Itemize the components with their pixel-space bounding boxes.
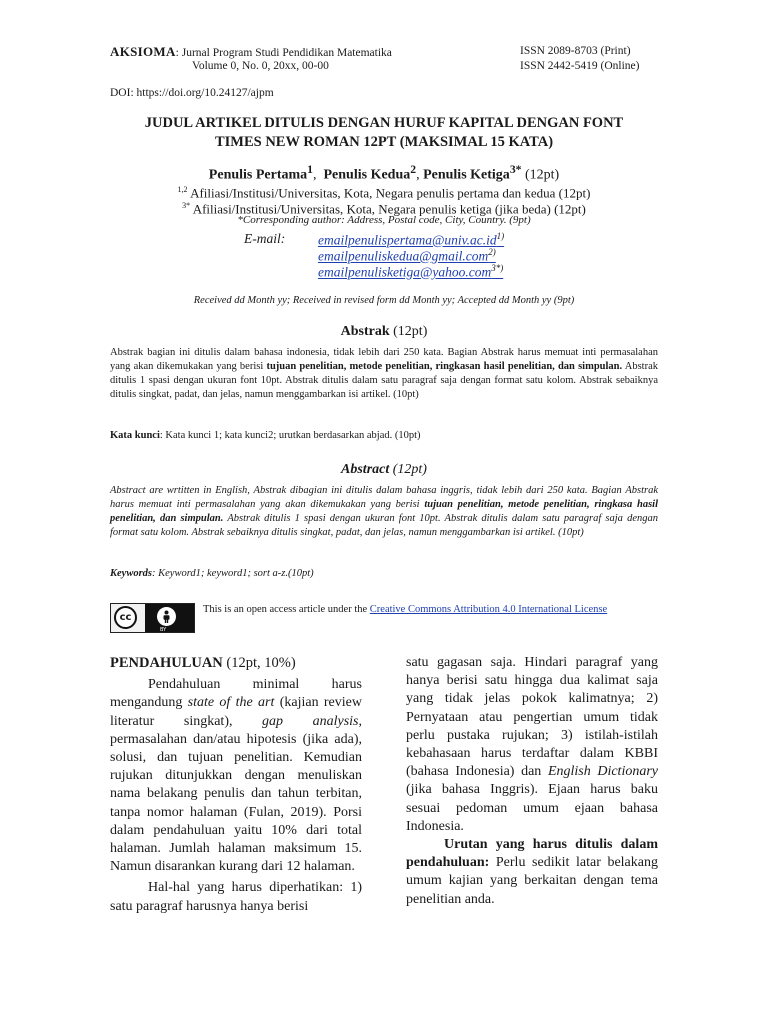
abstract-text-bold: tujuan penelitian, metode penelitian, ringkasa hasil penelitian, dan simpulan. — [110, 499, 658, 524]
by-label: BY — [160, 627, 167, 633]
cc-by-panel — [145, 604, 194, 632]
kata-kunci-text: : Kata kunci 1; kata kunci2; urutkan berdasarkan abjad. (10pt) — [159, 430, 421, 441]
email-1-sup: 1) — [496, 231, 505, 241]
left-column — [110, 654, 362, 916]
p3-italic: English Dictionary — [547, 764, 658, 780]
p4-text: Perlu sedikit latar belakang umum kajian yang berkaitan dengan tema penelitian anda. — [406, 855, 658, 907]
keywords — [110, 568, 658, 579]
license-text: This is an open access article under the — [203, 604, 370, 615]
intro-heading-note: (12pt, 10%) — [226, 655, 296, 671]
intro-heading-text: PENDAHULUAN — [110, 655, 223, 671]
p1-italic-1: state of the art — [187, 695, 275, 711]
keywords-label: Keywords — [110, 568, 152, 579]
abstrak-text-b: Abstrak ditulis 1 spasi dengan ukuran font 10pt. Abstrak ditulis dalam satu paragraf saja dengan format satu kolom. Abstrak sebaiknya ditulis singkat, padat, dan jelas, namun menggambarkan isi artikel. (10pt) — [110, 361, 658, 400]
affiliation-2-text: Afiliasi/Institusi/Universitas, Kota, Negara penulis ketiga (jika beda) (12pt) — [192, 201, 586, 217]
abstrak-text-bold: tujuan penelitian, metode penelitian, ringkasan hasil penelitian, dan simpulan. — [266, 361, 623, 372]
p1-italic-2: gap analysis — [262, 713, 359, 729]
abstract-text-b: Abstrak ditulis 1 spasi dengan ukuran font 10pt. Abstrak ditulis dalam satu paragraf saja dengan format satu kolom. Abstrak sebaiknya ditulis singkat, padat, dan jelas, namun menggambarkan isi artikel. (10pt) — [110, 513, 659, 538]
corresponding-author: *Corresponding author: Address, Postal code, City, Country. (9pt) — [237, 214, 531, 226]
intro-paragraph-4 — [406, 836, 658, 909]
email-2[interactable] — [318, 247, 496, 265]
email-3-link[interactable]: emailpenulisketiga@yahoo.com — [318, 264, 492, 280]
abstract-heading-text: Abstract — [341, 462, 390, 477]
abstrak-body — [110, 346, 658, 402]
p1-text-c: , permasalahan dan/atau hipotesis (jika ada), solusi, dan tujuan penelitian. Kemudian rujukan ditunjukkan dengan menuliskan nama belakang penulis dan tahun terbitan, tanpa nomor halaman (Fulan, 2019). Porsi dalam pendahuluan yaitu 10% dari total halaman. Jumlah halaman maksimum 15. Namun disarankan kurang dari 12 halaman. — [110, 713, 362, 875]
p4-bold: Urutan yang harus ditulis dalam pendahuluan: — [406, 837, 658, 871]
abstrak-heading-note: (12pt) — [393, 324, 428, 339]
title-line-1: JUDUL ARTIKEL DITULIS DENGAN HURUF KAPITAL DENGAN FONT — [144, 115, 624, 131]
issn-online: ISSN 2442-5419 (Online) — [520, 60, 640, 72]
journal-name: AKSIOMA — [110, 44, 176, 59]
abstract-heading-note: (12pt) — [392, 462, 427, 477]
author-1-sup: 1 — [307, 163, 313, 176]
abstrak-heading-text: Abstrak — [340, 324, 390, 339]
author-3-sup: 3* — [509, 163, 522, 176]
affiliation-1-text: Afiliasi/Institusi/Universitas, Kota, Negara penulis pertama dan kedua (12pt) — [190, 185, 591, 201]
abstrak-heading — [110, 324, 658, 340]
p3-text-b: (jika bahasa Inggris). Ejaan harus baku sesuai pedoman umum ejaan bahasa Indonesia. — [406, 782, 658, 834]
kata-kunci-label: Kata kunci — [110, 430, 160, 441]
doi-line: DOI: https://doi.org/10.24127/ajpm — [110, 87, 274, 99]
cc-icon: cc — [114, 606, 137, 629]
right-column — [406, 654, 658, 909]
author-2-sup: 2 — [410, 163, 417, 176]
email-2-sup: 2) — [488, 247, 496, 257]
affiliation-1-sup: 1,2 — [177, 185, 188, 194]
kata-kunci — [110, 430, 658, 441]
abstract-body — [110, 484, 658, 540]
p1-text-b: (kajian review literatur singkat), — [110, 695, 362, 729]
intro-paragraph-3 — [406, 654, 658, 836]
author-list: Penulis Pertama$^1$, Penulis Kedua$^2$, Penulis Ketiga$^{3*}$ (12pt) — [208, 163, 560, 183]
intro-heading — [110, 654, 362, 672]
email-2-link[interactable]: emailpenuliskedua@gmail.com — [318, 248, 489, 264]
email-1-link[interactable]: emailpenulispertama@univ.ac.id — [318, 232, 497, 248]
author-3: Penulis Ketiga — [423, 167, 510, 183]
p1-text-a: Pendahuluan minimal harus mengandung — [110, 677, 362, 711]
author-2: Penulis Kedua — [323, 167, 411, 183]
article-title — [110, 114, 658, 152]
license-statement — [203, 604, 607, 615]
keywords-text: : Keyword1; keyword1; sort a-z.(10pt) — [152, 568, 314, 579]
issn-print: ISSN 2089-8703 (Print) — [520, 45, 631, 57]
abstrak-text-a: Abstrak bagian ini ditulis dalam bahasa indonesia, tidak lebih dari 250 kata. Bagian Abstrak harus memuat inti permasalahan yang akan dikemukakan yang berisi — [110, 347, 658, 372]
intro-paragraph-2: Hal-hal yang harus diperhatikan: 1) satu paragraf harusnya hanya berisi — [110, 880, 362, 914]
author-1: Penulis Pertama — [208, 167, 308, 183]
email-3-sup: 3*) — [491, 263, 504, 273]
author-size-note: (12pt) — [524, 167, 560, 183]
p3-text-a: satu gagasan saja. Hindari paragraf yang hanya berisi satu hingga dua kalimat saja yang tidak jelas pokok kalimatnya; 2) Pernyataan atau pengertian umum tidak perlu pustaka rujukan; 3) istilah-istilah kebahasaan harus terdaftar dalam KBBI (bahasa Indonesia) dan — [406, 655, 658, 780]
email-label: E-mail: — [244, 231, 286, 246]
cc-by-license-icon[interactable] — [110, 603, 195, 633]
title-line-2: TIMES NEW ROMAN 12PT (MAKSIMAL 15 KATA) — [214, 134, 554, 150]
affiliation-2-sup: 3* — [182, 201, 191, 210]
received-dates: Received dd Month yy; Received in revised form dd Month yy; Accepted dd Month yy (9pt) — [193, 295, 575, 306]
abstract-heading — [110, 462, 658, 478]
journal-volume: Volume 0, No. 0, 20xx, 00-00 — [192, 60, 329, 72]
abstract-text-a: Abstract are wrtitten in English, Abstrak dibagian ini ditulis dalam bahasa inggris, tidak lebih dari 250 kata. Bagian Abstrak harus memuat inti permasalahan yang akan dikemukakan yang berisi — [110, 485, 658, 510]
intro-paragraph-1 — [110, 676, 362, 876]
email-3[interactable] — [318, 263, 503, 281]
journal-subtitle: : Jurnal Program Studi Pendidikan Matematika — [175, 47, 392, 59]
license-link[interactable]: Creative Commons Attribution 4.0 International License — [369, 604, 608, 615]
email-1[interactable] — [318, 231, 504, 249]
person-icon — [157, 607, 176, 626]
